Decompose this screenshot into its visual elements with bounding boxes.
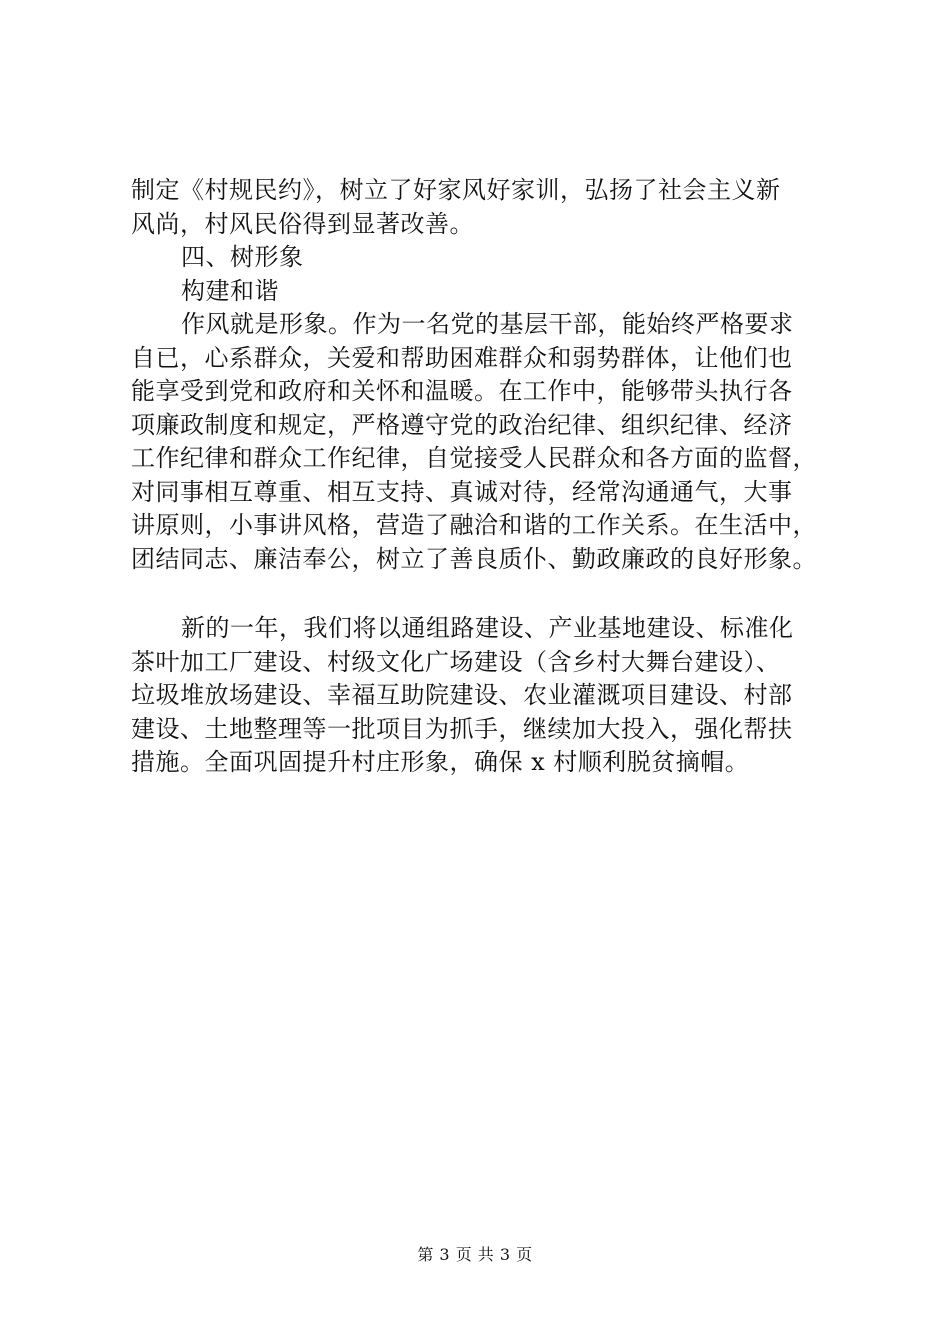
text-line: 新的一年，我们将以通组路建设、产业基地建设、标准化 xyxy=(181,614,794,642)
text-line: 对同事相互尊重、相互支持、真诚对待，经常沟通通气，大事 xyxy=(131,477,793,506)
text-line: 项廉政制度和规定，严格遵守党的政治纪律、组织纪律、经济 xyxy=(131,410,793,439)
section-heading-text: 四、树形象 xyxy=(181,243,304,271)
text-line: 工作纪律和群众工作纪律，自觉接受人民群众和各方面的监督， xyxy=(131,444,817,472)
text-line: 措施。全面巩固提升村庄形象，确保 x 村顺利脱贫摘帽。 xyxy=(131,748,750,776)
text-line: 垃圾堆放场建设、幸福互助院建设、农业灌溉项目建设、村部 xyxy=(131,681,793,709)
text-line: 作风就是形象。作为一名党的基层干部，能始终严格要求 xyxy=(181,310,794,338)
page-number-label: 第 3 页 共 3 页 xyxy=(417,1245,533,1264)
text-line: 团结同志、廉洁奉公，树立了善良质仆、勤政廉政的良好形象。 xyxy=(131,544,817,573)
paragraph-village-rules xyxy=(131,174,851,241)
text-line: 自已，心系群众，关爱和帮助困难群众和弱势群体，让他们也 xyxy=(131,343,793,372)
paragraph-work-style xyxy=(131,308,851,576)
document-body xyxy=(131,174,851,780)
section-subheading xyxy=(131,275,851,309)
page-footer xyxy=(0,1245,950,1265)
text-line: 风尚，村风民俗得到显著改善。 xyxy=(131,209,474,238)
section-heading xyxy=(131,241,851,275)
text-line: 能享受到党和政府和关怀和温暖。在工作中，能够带头执行各 xyxy=(131,377,793,405)
text-line: 制定《村规民约》，树立了好家风好家训，弘扬了社会主义新 xyxy=(131,176,781,204)
paragraph-new-year-plan xyxy=(131,612,851,780)
paragraph-spacer xyxy=(131,576,851,612)
section-subheading-text: 构建和谐 xyxy=(181,276,279,305)
text-line: 茶叶加工厂建设、村级文化广场建设（含乡村大舞台建设）、 xyxy=(131,647,781,676)
text-line: 讲原则，小事讲风格，营造了融洽和谐的工作关系。在生活中， xyxy=(131,511,817,539)
text-line: 建设、土地整理等一批项目为抓手，继续加大投入，强化帮扶 xyxy=(131,714,793,743)
